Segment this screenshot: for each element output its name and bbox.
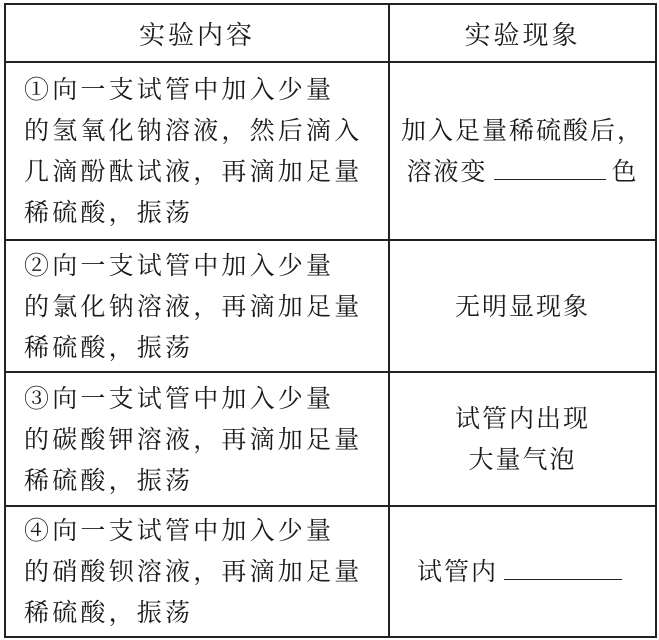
experiment-table — [4, 3, 657, 638]
phenomenon-suffix: 色 — [611, 157, 639, 186]
experiment-4-phenomenon — [389, 506, 656, 637]
phenomenon-prefix: 试管内 — [416, 557, 498, 586]
content-line: 的硝酸钡溶液，再滴加足量 — [24, 557, 363, 586]
content-line: ③向一支试管中加入少量 — [24, 383, 335, 413]
phenomenon-line: 大量气泡 — [468, 445, 577, 474]
answer-blank — [504, 555, 622, 580]
header-experiment-phenomenon: 实验现象 — [389, 4, 656, 62]
content-line: 的氢氧化钠溶液，然后滴入 — [24, 116, 363, 145]
experiment-2-phenomenon: 无明显现象 — [389, 240, 656, 372]
table-row — [5, 62, 656, 240]
content-line: ②向一支试管中加入少量 — [24, 250, 335, 280]
experiment-4-content — [5, 506, 389, 637]
header-experiment-content: 实验内容 — [5, 4, 389, 62]
phenomenon-line: 试管内出现 — [454, 404, 590, 433]
experiment-3-phenomenon — [389, 372, 656, 506]
experiment-1-phenomenon — [389, 62, 656, 240]
content-line: 几滴酚酞试液，再滴加足量 — [24, 157, 363, 186]
experiment-3-content — [5, 372, 389, 506]
content-line: 的氯化钠溶液，再滴加足量 — [24, 291, 363, 321]
answer-blank — [494, 155, 606, 180]
table-header-row — [5, 4, 656, 62]
content-line: 稀硫酸，振荡 — [24, 198, 194, 227]
phenomenon-prefix: 溶液变 — [406, 157, 488, 186]
content-line: ①向一支试管中加入少量 — [24, 75, 335, 104]
experiment-2-content — [5, 240, 389, 372]
content-line: 稀硫酸，振荡 — [24, 332, 194, 362]
table-row — [5, 372, 656, 506]
experiment-1-content — [5, 62, 389, 240]
content-line: 的碳酸钾溶液，再滴加足量 — [24, 424, 363, 454]
phenomenon-line — [400, 151, 645, 192]
table-row — [5, 506, 656, 637]
content-line: ④向一支试管中加入少量 — [24, 516, 335, 545]
phenomenon-line: 加入足量稀硫酸后， — [400, 116, 644, 145]
content-line: 稀硫酸，振荡 — [24, 598, 194, 627]
content-line: 稀硫酸，振荡 — [24, 465, 194, 495]
table-row — [5, 240, 656, 372]
experiment-table-container — [4, 3, 655, 636]
